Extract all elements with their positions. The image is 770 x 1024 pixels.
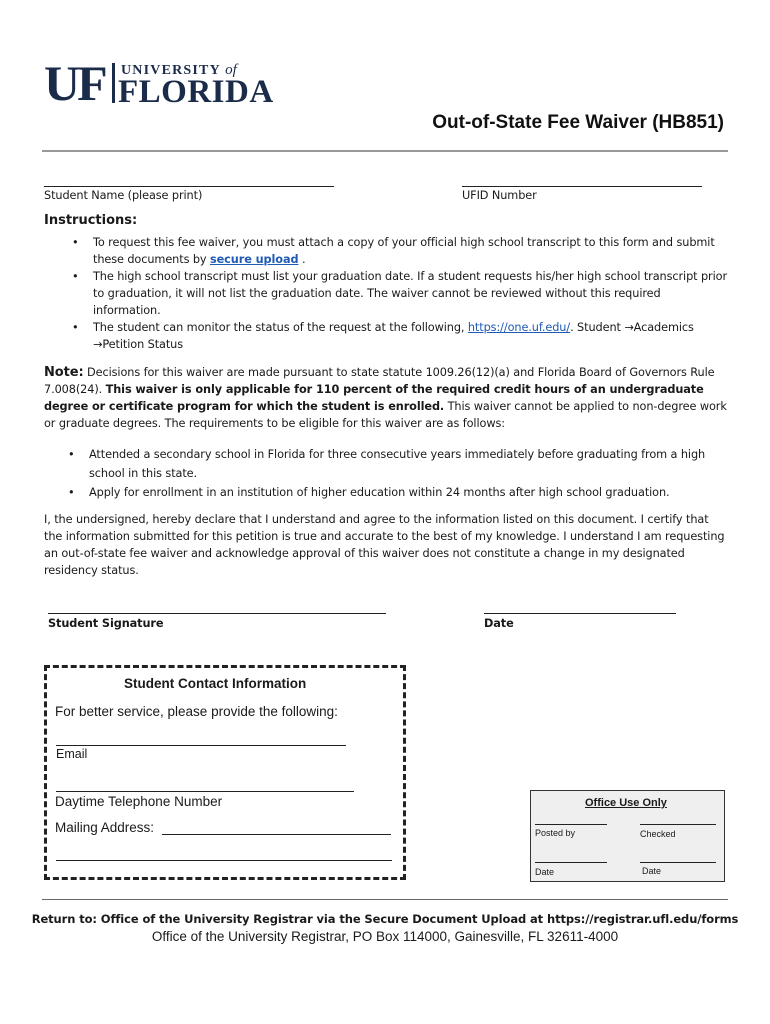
logo-divider (112, 63, 115, 103)
address-line: Office of the University Registrar, PO Box 114000, Gainesville, FL 32611-4000 (151, 929, 619, 944)
checked-label: Checked (640, 829, 676, 839)
phone-field[interactable] (56, 791, 354, 792)
contact-heading: Student Contact Information (124, 676, 307, 691)
note-paragraph (44, 364, 728, 432)
secure-upload-link[interactable]: secure upload (210, 253, 299, 266)
date-line-2 (640, 862, 716, 863)
note-label: Note: (44, 365, 84, 380)
instruction-item: • To request this fee waiver, you must attach a copy of your official high school transcript to this form and submit these documents by secure upload . (72, 236, 715, 266)
email-field[interactable] (56, 745, 346, 746)
office-use-heading: Office Use Only (585, 797, 667, 809)
signature-field[interactable] (48, 613, 386, 614)
logo-bottom-line: FLORIDA (118, 74, 274, 110)
mailing-field-line1[interactable] (162, 834, 391, 835)
email-label: Email (56, 747, 88, 761)
requirement-item: • Attended a secondary school in Florida for three consecutive years immediately before graduating from a high school in this state. (68, 448, 706, 480)
bottom-divider (42, 899, 728, 900)
date-line-1 (535, 862, 607, 863)
instruction-text: . Student →Academics →Petition Status (93, 321, 694, 351)
instruction-text: The high school transcript must list your graduation date. If a student requests his/her high school transcript prior to graduation, it will not list the graduation date. The waiver cannot be reviewed without this required information. (93, 270, 727, 317)
student-name-label: Student Name (please print) (44, 189, 203, 202)
top-divider (42, 150, 728, 152)
return-line: Return to: Office of the University Registrar via the Secure Document Upload at https://registrar.ufl.edu/forms (31, 912, 739, 926)
contact-intro: For better service, please provide the following: (55, 704, 338, 719)
logo-mark: UF (44, 55, 105, 111)
contact-info-box (44, 665, 406, 880)
logo-university-text: UNIVERSITY (121, 63, 221, 78)
instruction-text: To request this fee waiver, you must attach a copy of your official high school transcript to this form and submit these documents by (93, 236, 715, 266)
requirement-text: Apply for enrollment in an institution of higher education within 24 months after high school graduation. (89, 486, 670, 499)
date-field[interactable] (484, 613, 676, 614)
instruction-text: The student can monitor the status of the request at the following, (93, 321, 468, 334)
requirement-item: • Apply for enrollment in an institution of higher education within 24 months after high school graduation. (68, 486, 670, 499)
note-text: This waiver cannot be applied to non-degree work or graduate degrees. The requirements to be eligible for this waiver are as follows: (44, 400, 727, 430)
instructions-list (44, 234, 728, 353)
instructions-heading: Instructions: (44, 213, 138, 228)
uf-logo (44, 55, 274, 111)
instruction-item: • The high school transcript must list your graduation date. If a student requests his/her high school transcript prior to graduation, it will not list the graduation date. The waiver cannot be reviewed without this required information. (72, 270, 727, 317)
requirements-list (40, 445, 728, 502)
posted-by-line (535, 824, 607, 825)
logo-of-text: of (225, 62, 237, 78)
office-date-label-1: Date (535, 867, 555, 877)
note-text: Decisions for this waiver are made pursuant to state statute 1009.26(12)(a) and Florida Board of Governors Rule 7.008(24). (44, 366, 715, 396)
form-title: Out-of-State Fee Waiver (HB851) (432, 112, 724, 133)
note-bold-text: This waiver is only applicable for 110 percent of the required credit hours of an undergraduate degree or certificate program for which the student is enrolled. (44, 383, 704, 413)
mailing-field-line2[interactable] (56, 860, 392, 861)
signature-label: Student Signature (48, 617, 164, 630)
declaration-paragraph: I, the undersigned, hereby declare that I understand and agree to the information listed on this document. I certify that the information submitted for this petition is true and accurate to the best of my knowledge. I understand I am requesting an out-of-state fee waiver and acknowledge approval of this waiver does not constitute a change in my designated residency status. (44, 513, 725, 577)
instruction-text: . (298, 253, 306, 266)
office-date-label-2: Date (642, 866, 662, 876)
posted-by-label: Posted by (535, 828, 576, 838)
instruction-item: • The student can monitor the status of the request at the following, https://one.uf.edu/. Student →Academics →Petition Status (72, 321, 694, 351)
checked-line (640, 824, 716, 825)
one-uf-link[interactable]: https://one.uf.edu/ (467, 321, 571, 334)
requirement-text: Attended a secondary school in Florida for three consecutive years immediately before graduating from a high school in this state. (89, 448, 706, 480)
phone-label: Daytime Telephone Number (55, 794, 223, 809)
date-label: Date (484, 617, 514, 630)
ufid-label: UFID Number (462, 189, 537, 202)
mailing-label: Mailing Address: (55, 820, 155, 835)
